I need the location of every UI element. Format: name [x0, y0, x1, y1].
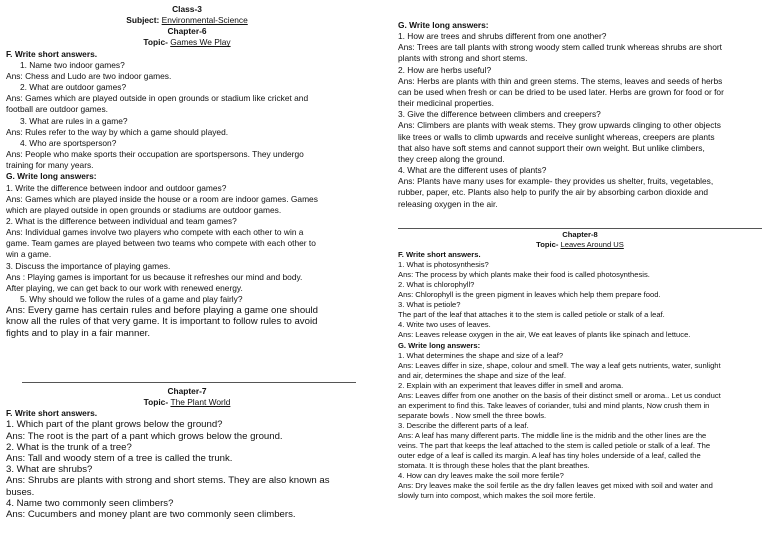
answer: Ans: Chlorophyll is the green pigment in leaves which help them prepare food.: [398, 290, 661, 300]
ch6-short-heading: F. Write short answers.: [6, 48, 98, 59]
chapter-8-section: [398, 230, 762, 501]
answer: Ans: Leaves release oxygen in the air, We eat leaves of plants like spinach and lettuce.: [398, 330, 691, 340]
answer: Ans: Rules refer to the way by which a game should played.: [6, 126, 229, 137]
section-divider: [22, 382, 356, 383]
question: 5. Why should we follow the rules of a game and play fairly?: [20, 294, 243, 305]
answer: Ans: Dry leaves make the soil fertile as the dry fallen leaves get mixed with soil and water and: [398, 481, 713, 491]
answer: can be used when fresh or can be dried to be used later. Herbs are grown for food or for: [398, 86, 724, 97]
answer: game. Team games are played between two teams who compete with each other to: [6, 238, 316, 249]
topic-name: Games We Play: [170, 37, 231, 48]
left-column: [6, 4, 368, 339]
question: 4. What are the different uses of plants?: [398, 165, 547, 176]
answer: Ans: The process by which plants make their food is called photosynthesis.: [398, 270, 650, 280]
answer: like trees or walls to climb upwards and receive sunlight whereas, creepers are plants: [398, 131, 715, 142]
topic-name: The Plant World: [170, 397, 231, 408]
answer: stomata. It is through these holes that the plant breathes.: [398, 461, 590, 471]
answer: Ans: Games which are played inside the house or a room are indoor games. Games: [6, 193, 318, 204]
question: 3. What are rules in a game?: [20, 115, 128, 126]
answer: they creep along the ground.: [398, 153, 505, 164]
answer: slowly turn into compost, which makes the soil more fertile.: [398, 491, 596, 501]
answer: win a game.: [6, 249, 52, 260]
answer: Ans: Herbs are plants with thin and green stems. The stems, leaves and seeds of herbs: [398, 75, 723, 86]
question: 4. Write two uses of leaves.: [398, 320, 491, 330]
question: 4. How can dry leaves make the soil more fertile?: [398, 471, 564, 481]
chapter-7-section: [6, 386, 368, 520]
question: 2. What are outdoor games?: [20, 82, 127, 93]
answer: Ans: Plants have many uses for example- they provides us shelter, fruits, vegetables,: [398, 176, 714, 187]
answer: their medicinal properties.: [398, 98, 494, 109]
topic-name: Leaves Around US: [560, 240, 624, 250]
answer: Ans: Leaves differ from one another on the basis of their distinct smell or aroma.. Let us conduct: [398, 390, 721, 400]
question: 1. Write the difference between indoor and outdoor games?: [6, 182, 227, 193]
question: 3. What is petiole?: [398, 300, 461, 310]
question: 1. How are trees and shrubs different from one another?: [398, 31, 607, 42]
question: 4. Who are sportsperson?: [20, 137, 117, 148]
question: 3. Discuss the importance of playing games.: [6, 260, 171, 271]
answer: which are played outside in open grounds or stadiums are outdoor games.: [6, 204, 282, 215]
answer: Ans: A leaf has many different parts. The middle line is the midrib and the other lines are the: [398, 430, 707, 440]
ch8-short-heading: F. Write short answers.: [398, 250, 481, 260]
answer: Ans: Individual games involve two players who compete with each other to win a: [6, 227, 304, 238]
answer: football are outdoor games.: [6, 104, 108, 115]
ch7-short-heading: F. Write short answers.: [6, 408, 98, 419]
question: 2. Explain with an experiment that leaves differ in smell and aroma.: [398, 380, 624, 390]
ch8-long-heading: G. Write long answers:: [398, 340, 481, 350]
answer: Ans: Every game has certain rules and before playing a game one should: [6, 305, 318, 317]
ch6-long-heading: G. Write long answers:: [6, 171, 97, 182]
ch7-long-heading: G. Write long answers:: [398, 20, 489, 30]
answer: After playing, we can get back to our work with renewed energy.: [6, 282, 243, 293]
answer: Ans: Tall and woody stem of a tree is called the trunk.: [6, 453, 233, 465]
answer: Ans: Trees are tall plants with strong woody stem called trunk whereas shrubs are short: [398, 42, 722, 53]
answer: an experiment to find this. Take leaves of coriander, tulsi and mind plants, Now crush them in: [398, 400, 710, 410]
question: 3. Describe the different parts of a leaf.: [398, 420, 529, 430]
right-column: [398, 20, 762, 210]
answer: releasing oxygen in the air.: [398, 198, 498, 209]
question: 1. What is photosynthesis?: [398, 260, 489, 270]
answer: fights and to play in a fair manner.: [6, 327, 150, 339]
question: 2. How are herbs useful?: [398, 64, 492, 75]
question: 3. Give the difference between climbers and creepers?: [398, 109, 601, 120]
answer: Ans: Cucumbers and money plant are two commonly seen climbers.: [6, 509, 296, 521]
chapter-8-topic: Topic- Leaves Around US: [536, 240, 624, 250]
answer: and air, determines the shape and size of the leaf.: [398, 370, 567, 380]
question: 3. What are shrubs?: [6, 464, 93, 476]
answer: outer edge of a leaf is called its margin. A leaf has tiny holes underside of a leaf, called the: [398, 451, 701, 461]
answer: Ans: People who make sports their occupation are sportspersons. They undergo: [6, 149, 304, 160]
answer: Ans: Shrubs are plants with strong and short stems. They are also known as: [6, 475, 330, 487]
answer: rubber, paper, etc. Plants also help to purify the air by absorbing carbon dioxide and: [398, 187, 709, 198]
chapter-6-topic: Topic- Games We Play: [143, 37, 231, 48]
chapter-7-topic: Topic- The Plant World: [143, 397, 231, 408]
subject-line: Subject: Environmental-Science: [126, 15, 248, 26]
question: 1. Name two indoor games?: [20, 59, 125, 70]
question: 2. What is the difference between individual and team games?: [6, 215, 237, 226]
answer: buses.: [6, 486, 35, 498]
subject-name: Environmental-Science: [161, 15, 248, 26]
answer: Ans: Chess and Ludo are two indoor games.: [6, 70, 172, 81]
answer: Ans: Leaves differ in size, shape, colour and smell. The way a leaf gets nutrients, water, sunlight: [398, 360, 721, 370]
section-divider: [398, 228, 762, 229]
answer: that also have soft stems and cannot support their own weight. But unlike climbers,: [398, 142, 705, 153]
chapter-6-title: Chapter-6: [167, 26, 207, 37]
answer: separate bowls . Now smell the three bowls.: [398, 410, 547, 420]
question: 4. Name two commonly seen climbers?: [6, 497, 174, 509]
answer: Ans: Climbers are plants with weak stems. They grow upwards clinging to other objects: [398, 120, 721, 131]
chapter-7-title: Chapter-7: [167, 386, 207, 396]
answer: The part of the leaf that attaches it to the stem is called petiole or stalk of a leaf.: [398, 310, 665, 320]
answer: veins. The part that keeps the leaf attached to the stem is called petiole or stalk of a leaf. The: [398, 440, 711, 450]
question: 2. What is the trunk of a tree?: [6, 441, 132, 453]
answer: training for many years.: [6, 160, 94, 171]
question: 1. What determines the shape and size of a leaf?: [398, 350, 564, 360]
question: 1. Which part of the plant grows below the ground?: [6, 419, 223, 431]
answer: Ans: The root is the part of a pant which grows below the ground.: [6, 430, 283, 442]
answer: plants with strong and short stems.: [398, 53, 528, 64]
answer: Ans : Playing games is important for us because it refreshes our mind and body.: [6, 271, 303, 282]
question: 2. What is chlorophyll?: [398, 280, 475, 290]
class-label: Class-3: [172, 4, 202, 14]
chapter-8-title: Chapter-8: [562, 230, 598, 239]
answer: know all the rules of that very game. It is important to follow rules to avoid: [6, 316, 318, 328]
answer: Ans: Games which are played outside in open grounds or stadium like cricket and: [6, 93, 309, 104]
